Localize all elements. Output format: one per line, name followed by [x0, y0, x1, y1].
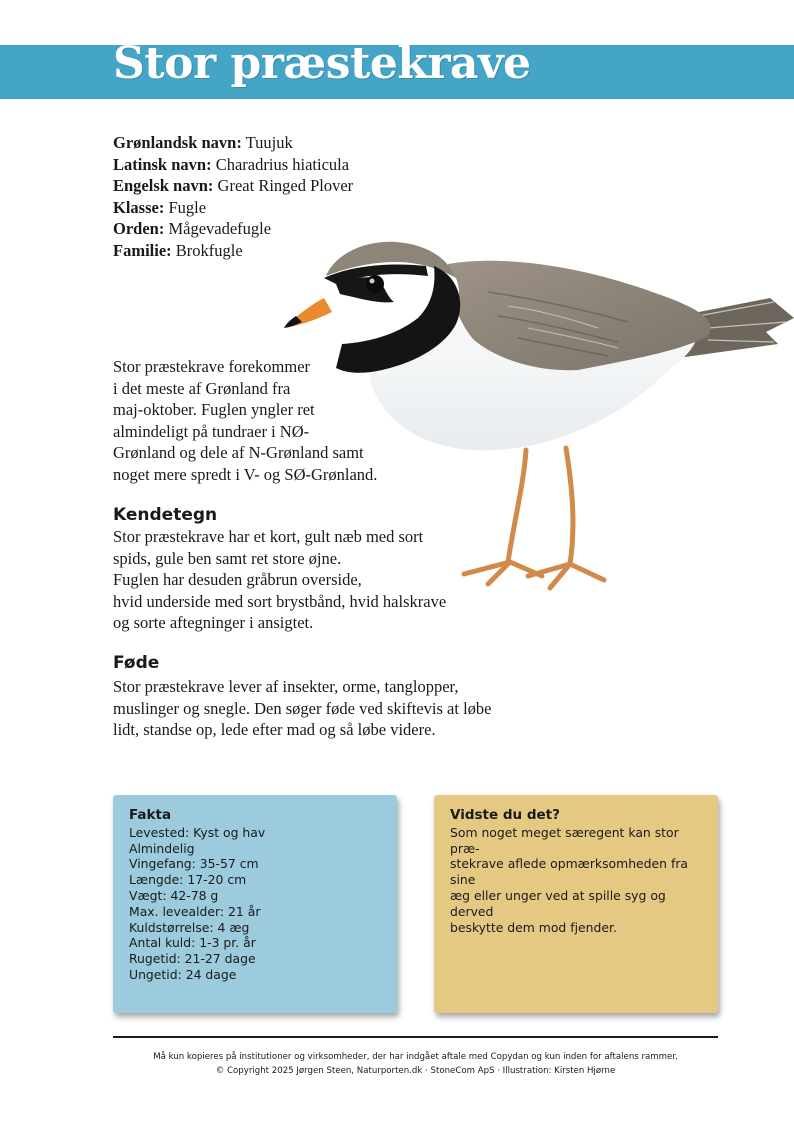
text-line: Som noget meget særegent kan stor præ-	[450, 824, 679, 856]
footer-copyright-text: © Copyright 2025 Jørgen Steen, Naturporten.dk · StoneCom ApS · Illustration: Kirsten Hjørne	[215, 1066, 616, 1076]
meta-class	[113, 197, 353, 219]
meta-value: Mågevadefugle	[164, 219, 272, 238]
facts-box	[113, 795, 397, 1013]
text-line: muslinger og snegle. Den søger føde ved skiftevis at løbe	[113, 698, 492, 718]
meta-value: Tuujuk	[241, 133, 293, 152]
text-line: Stor præstekrave forekommer	[113, 357, 311, 376]
text-line: Fuglen har desuden gråbrun overside,	[113, 570, 362, 589]
meta-value: Charadrius hiaticula	[211, 154, 350, 174]
text-line: æg eller unger ved at spille syg og derved	[450, 887, 666, 919]
fact-item: Levested: Kyst og hav	[129, 824, 266, 840]
facts-title: Fakta	[129, 807, 172, 823]
fact-item: Rugetid: 21-27 dage	[129, 951, 256, 967]
did-you-know-title: Vidste du det?	[450, 807, 560, 823]
text-line: almindeligt på tundraer i NØ-	[113, 421, 310, 441]
kendetegn-heading: Kendetegn	[113, 505, 218, 525]
fact-item: Længde: 17-20 cm	[129, 872, 247, 888]
text-line: Stor præstekrave lever af insekter, orme, tanglopper,	[113, 677, 459, 696]
meta-english-name	[113, 175, 353, 197]
meta-label: Latinsk navn:	[113, 154, 212, 174]
meta-latin-name	[113, 154, 353, 176]
footer-license-text: Må kun kopieres på institutioner og virksomheder, der har indgået aftale med Copydan og kun inden for aftalens rammer.	[153, 1052, 678, 1062]
text-line: stekrave aflede opmærksomheden fra sine	[450, 856, 689, 888]
text-line: maj-oktober. Fuglen yngler ret	[113, 400, 315, 419]
kendetegn-paragraph	[113, 526, 446, 634]
meta-value: Brokfugle	[171, 240, 243, 260]
meta-value: Great Ringed Plover	[213, 176, 354, 195]
meta-label: Familie:	[113, 240, 172, 260]
page-title: Stor præstekrave	[113, 38, 531, 89]
text-line: lidt, standse op, lede efter mad og så løbe videre.	[113, 720, 436, 739]
fact-item: Max. levealder: 21 år	[129, 903, 261, 919]
text-line: hvid underside med sort brystbånd, hvid halskrave	[113, 591, 447, 611]
fact-item: Antal kuld: 1-3 pr. år	[129, 935, 256, 951]
fact-item: Almindelig	[129, 840, 195, 856]
fode-paragraph	[113, 676, 492, 741]
footer-divider	[113, 1036, 718, 1038]
text-line: spids, gule ben samt ret store øjne.	[113, 548, 342, 568]
text-line: i det meste af Grønland fra	[113, 378, 291, 398]
fact-item: Ungetid: 24 dage	[129, 966, 237, 982]
meta-label: Engelsk navn:	[113, 176, 214, 195]
footer	[113, 1050, 718, 1078]
meta-label: Grønlandsk navn:	[113, 133, 242, 152]
text-line: og sorte aftegninger i ansigtet.	[113, 613, 314, 632]
did-you-know-box	[434, 795, 718, 1013]
fact-item: Vingefang: 35-57 cm	[129, 856, 259, 872]
meta-label: Klasse:	[113, 197, 165, 217]
text-line: noget mere spredt i V- og SØ-Grønland.	[113, 464, 378, 484]
intro-paragraph	[113, 356, 377, 485]
meta-value: Fugle	[164, 197, 207, 217]
text-line: Stor præstekrave har et kort, gult næb med sort	[113, 527, 424, 546]
fode-heading: Føde	[113, 653, 160, 673]
fact-item: Vægt: 42-78 g	[129, 887, 219, 903]
meta-label: Orden:	[113, 219, 165, 238]
meta-greenlandic-name	[113, 132, 353, 154]
fact-item: Kuldstørrelse: 4 æg	[129, 919, 250, 935]
text-line: Grønland og dele af N-Grønland samt	[113, 443, 364, 462]
text-line: beskytte dem mod fjender.	[450, 919, 617, 935]
